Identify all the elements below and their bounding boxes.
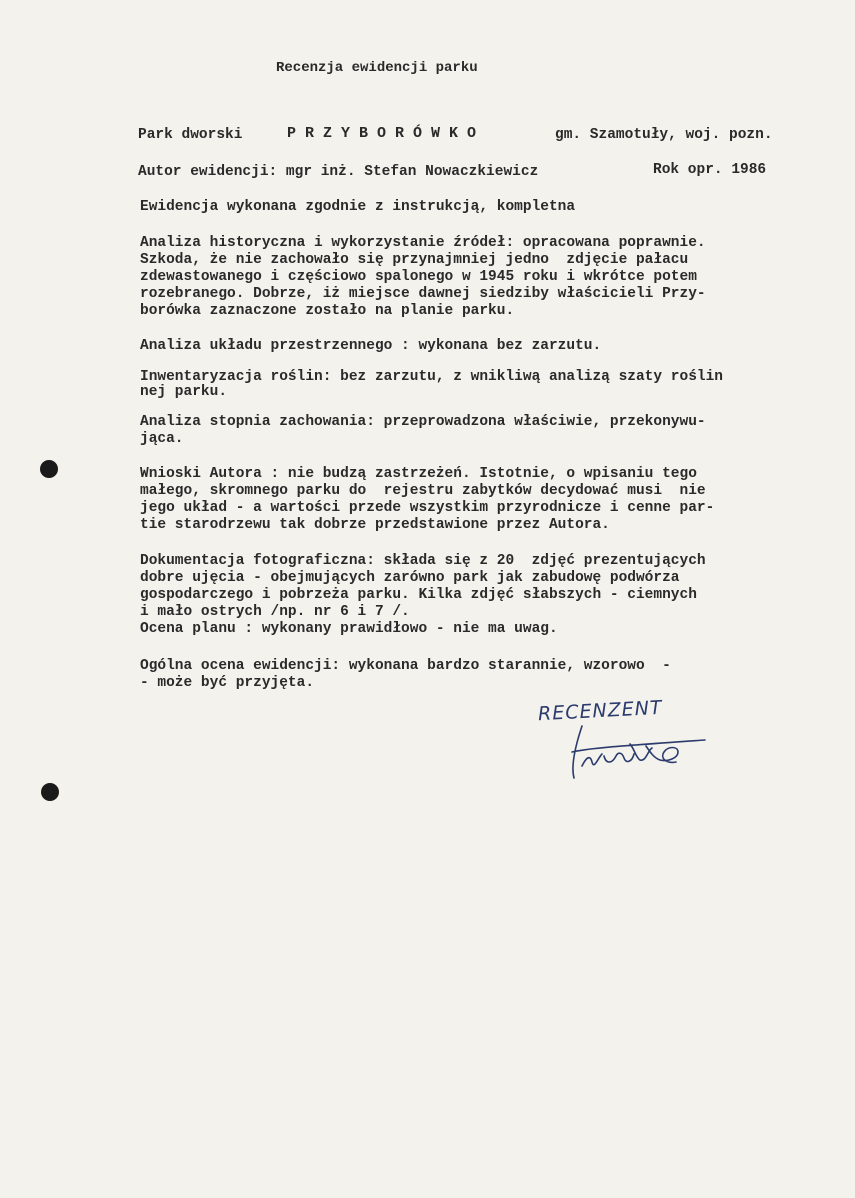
paragraph-line: gospodarczego i pobrzeża parku. Kilka zdjęć słabszych - ciemnych [140, 587, 697, 603]
signature-scribble-icon [560, 718, 720, 788]
paragraph-line: nej parku. [140, 384, 228, 400]
punch-hole-icon [40, 460, 58, 478]
paragraph-line: tie starodrzewu tak dobrze przedstawione przez Autora. [140, 517, 610, 533]
document-title: Recenzja ewidencji parku [276, 60, 478, 76]
paragraph-line: - może być przyjęta. [140, 675, 315, 691]
author-line: Autor ewidencji: mgr inż. Stefan Nowaczkiewicz [138, 164, 539, 180]
paragraph-line: i mało ostrych /np. nr 6 i 7 /. [140, 604, 410, 620]
paragraph-line: Inwentaryzacja roślin: bez zarzutu, z wnikliwą analizą szaty roślin [140, 369, 723, 385]
punch-hole-icon [41, 783, 59, 801]
park-name: PRZYBORÓWKO [287, 125, 486, 142]
paragraph-line: Ocena planu : wykonany prawidłowo - nie ma uwag. [140, 621, 558, 637]
paragraph-line: Ogólna ocena ewidencji: wykonana bardzo starannie, wzorowo - [140, 658, 671, 674]
paragraph-line: jego układ - a wartości przede wszystkim przyrodnicze i cenne par- [140, 500, 715, 516]
paragraph-line: Analiza układu przestrzennego : wykonana bez zarzutu. [140, 338, 602, 354]
year-label: Rok opr. 1986 [653, 162, 767, 178]
paragraph-line: jąca. [140, 431, 184, 447]
paragraph-line: rozebranego. Dobrze, iż miejsce dawnej siedziby właścicieli Przy- [140, 286, 706, 302]
paragraph-line: dobre ujęcia - obejmujących zarówno park jak zabudowę podwórza [140, 570, 680, 586]
paragraph-line: małego, skromnego parku do rejestru zabytków decydować musi nie [140, 483, 706, 499]
paragraph-line: Dokumentacja fotograficzna: składa się z 20 zdjęć prezentujących [140, 553, 706, 569]
paragraph-line: Ewidencja wykonana zgodnie z instrukcją, kompletna [140, 199, 576, 215]
paragraph-line: Analiza stopnia zachowania: przeprowadzona właściwie, przekonywu- [140, 414, 706, 430]
paragraph-line: borówka zaznaczone zostało na planie parku. [140, 303, 515, 319]
paragraph-line: Wnioski Autora : nie budzą zastrzeżeń. Istotnie, o wpisaniu tego [140, 466, 697, 482]
park-location: gm. Szamotuły, woj. pozn. [555, 127, 773, 143]
park-prefix: Park dworski [138, 127, 243, 143]
paragraph-line: zdewastowanego i częściowo spalonego w 1945 roku i wkrótce potem [140, 269, 697, 285]
paragraph-line: Szkoda, że nie zachowało się przynajmniej jedno zdjęcie pałacu [140, 252, 689, 268]
signature-label: RECENZENT [537, 696, 664, 726]
paragraph-line: Analiza historyczna i wykorzystanie źródeł: opracowana poprawnie. [140, 235, 706, 251]
